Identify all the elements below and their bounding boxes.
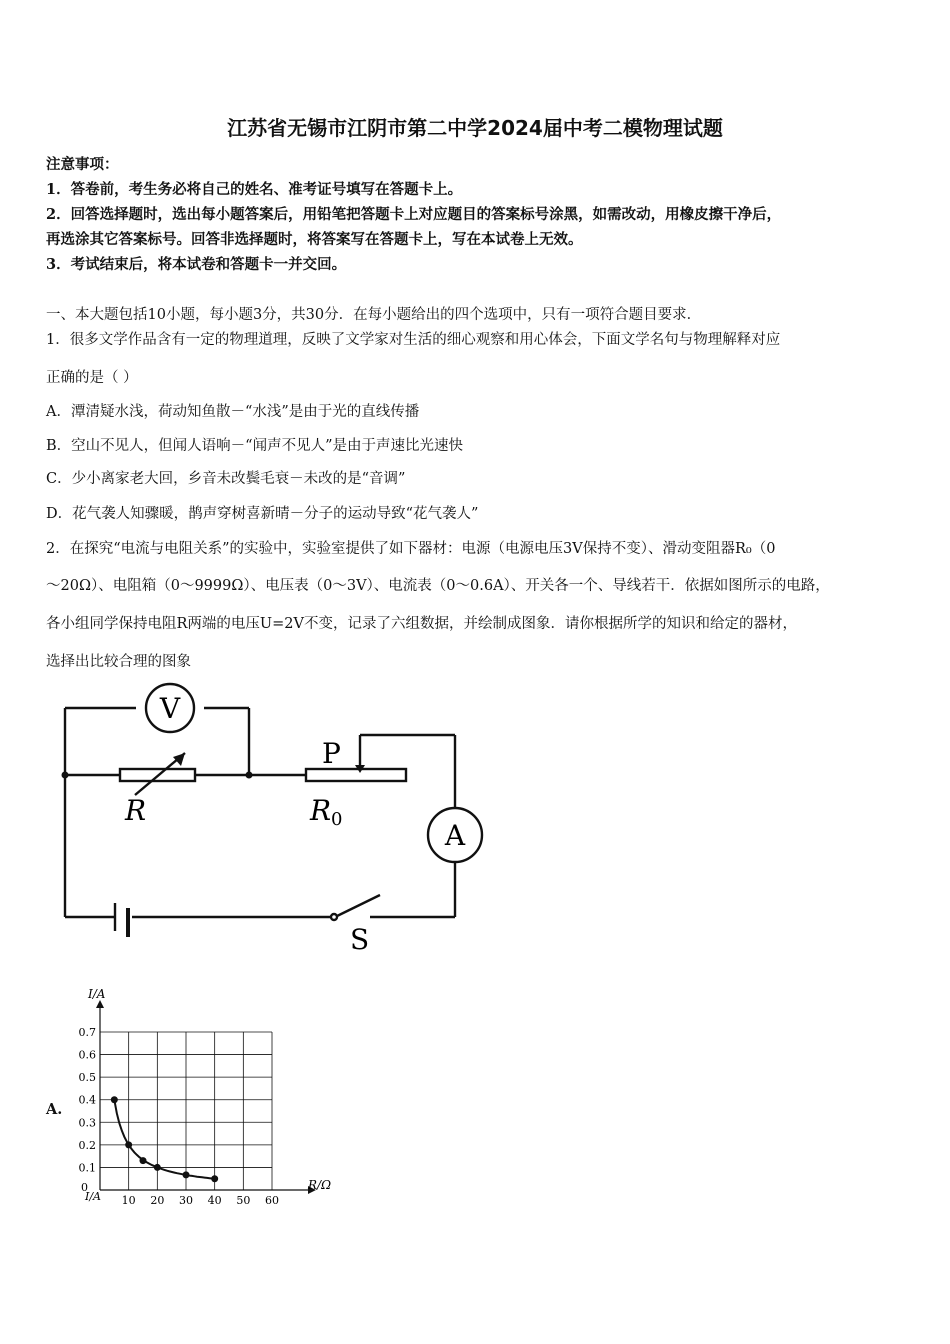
switch-lever — [335, 895, 380, 917]
x-tick-label: 20 — [150, 1194, 165, 1207]
q1-option-a: A．潭清疑水浅，荷动知鱼散－“水浅”是由于光的直线传播 — [46, 404, 420, 420]
q1-option-c: C．少小离家老大回，乡音未改鬓毛衰－未改的是“音调” — [46, 471, 406, 487]
y-tick-label: 0.6 — [78, 1048, 96, 1062]
resistor-label: R — [125, 794, 147, 827]
q1-option-b: B．空山不见人，但闻人语响－“闻声不见人”是由于声速比光速快 — [46, 438, 463, 454]
rheostat-subscript: 0 — [331, 809, 343, 830]
option-a-label: A. — [46, 1101, 63, 1118]
circuit-diagram — [40, 675, 500, 965]
notice-item-2-line-1: 2．回答选择题时，选出每小题答案后，用铅笔把答题卡上对应题目的答案标号涂黑，如需改动，用橡皮擦干净后， — [46, 206, 782, 223]
q2-stem-line-2: ～20Ω）、电阻箱（0～9999Ω）、电压表（0～3V）、电流表（0～0.6A）、开关各一个、导线若干．依据如图所示的电路， — [46, 578, 830, 594]
chart-grid — [100, 1032, 272, 1190]
data-point — [211, 1175, 218, 1182]
y-tick-label: 0.7 — [78, 1026, 96, 1039]
corner-label: I/A — [85, 1190, 101, 1203]
y-axis-label: I/A — [88, 987, 106, 1001]
notice-item-3: 3．考试结束后，将本试卷和答题卡一并交回。 — [46, 256, 347, 273]
x-tick-label: 60 — [265, 1194, 279, 1207]
switch-label: S — [350, 923, 370, 956]
notice-heading: 注意事项： — [46, 156, 119, 173]
y-tick-label: 0.2 — [78, 1138, 96, 1152]
option-a-chart — [40, 980, 340, 1210]
voltmeter-label: V — [159, 692, 181, 725]
data-point — [154, 1164, 161, 1171]
junction-dot — [62, 772, 69, 779]
data-point — [140, 1157, 147, 1164]
rheostat — [306, 769, 406, 781]
rheostat-label: R — [310, 794, 332, 827]
data-point — [111, 1096, 118, 1103]
y-tick-label: 0.4 — [78, 1093, 96, 1107]
x-tick-label: 50 — [236, 1194, 251, 1207]
ammeter-label: A — [444, 819, 466, 852]
section-1-heading: 一、本大题包括10小题，每小题3分，共30分．在每小题给出的四个选项中，只有一项符合题目要求． — [46, 307, 702, 323]
x-axis-label: R/Ω — [308, 1178, 332, 1192]
page-title: 江苏省无锡市江阴市第二中学2024届中考二模物理试题 — [227, 116, 723, 140]
q2-stem-line-4: 选择出比较合理的图象 — [46, 654, 191, 670]
junction-dot — [246, 772, 253, 779]
q2-stem-line-3: 各小组同学保持电阻R两端的电压U=2V不变，记录了六组数据，并绘制成图象．请你根据所学的知识和给定的器材， — [46, 616, 797, 632]
y-axis-arrowhead — [96, 1000, 104, 1008]
origin-label: 0 — [81, 1181, 88, 1194]
notice-item-2-line-2: 再选涂其它答案标号。回答非选择题时，将答案写在答题卡上，写在本试卷上无效。 — [46, 231, 583, 248]
notice-item-1: 1．答卷前，考生务必将自己的姓名、准考证号填写在答题卡上。 — [46, 181, 463, 198]
q2-stem-line-1: 2．在探究“电流与电阻关系”的实验中，实验室提供了如下器材：电源（电源电压3V保持不变）、滑动变阻器R₀（0 — [46, 541, 776, 557]
slider-label: P — [322, 737, 341, 770]
q1-option-d: D．花气袭人知骤暖，鹊声穿树喜新晴－分子的运动导致“花气袭人” — [46, 506, 479, 522]
x-tick-label: 30 — [179, 1194, 193, 1207]
y-tick-label: 0.5 — [78, 1071, 96, 1085]
x-tick-label: 10 — [121, 1194, 136, 1207]
variable-arrowhead — [173, 753, 185, 766]
switch-contact — [331, 914, 337, 920]
y-tick-label: 0.3 — [78, 1116, 96, 1130]
data-point — [125, 1141, 132, 1148]
data-curve — [114, 1100, 214, 1179]
q1-stem-line-2: 正确的是（ ） — [46, 370, 138, 386]
x-tick-label: 40 — [207, 1194, 222, 1207]
data-point — [183, 1171, 190, 1178]
q1-stem-line-1: 1．很多文学作品含有一定的物理道理，反映了文学家对生活的细心观察和用心体会，下面文学名句与物理解释对应 — [46, 332, 781, 348]
y-tick-label: 0.1 — [78, 1161, 96, 1175]
